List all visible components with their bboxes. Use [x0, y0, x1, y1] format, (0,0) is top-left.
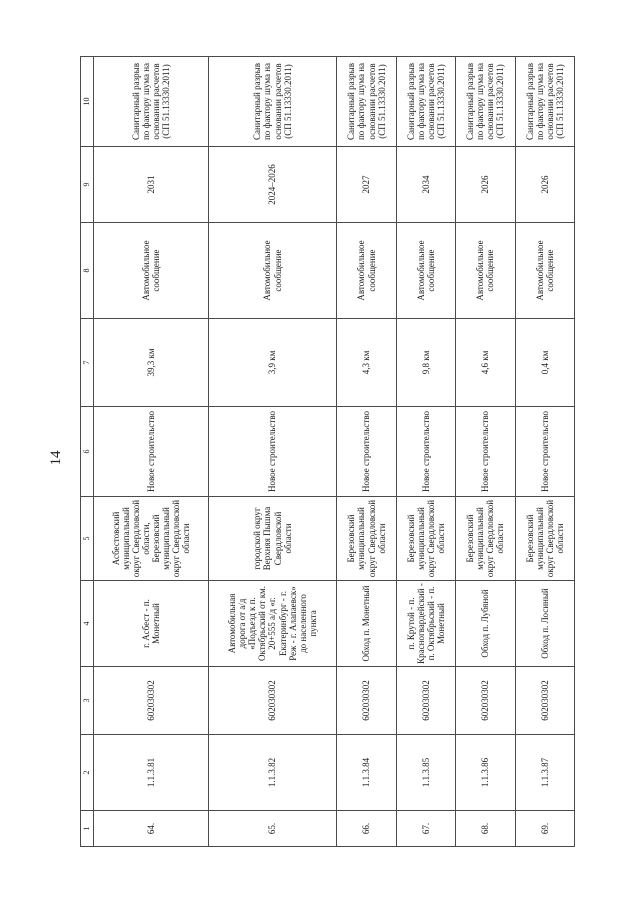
object-location: Березовский муниципальный округ Свердловской области [456, 497, 515, 581]
column-number: 10 [81, 57, 94, 147]
object-purpose: Автомобильное сообщение [456, 223, 515, 319]
object-kind-code: 602030302 [94, 667, 209, 735]
protection-zone: Санитарный разрыв по фактору шума на основании расчетов (СП 51.13330.2011) [337, 57, 396, 147]
object-kind-code: 602030302 [396, 667, 455, 735]
column-number: 7 [81, 319, 94, 407]
object-location: Березовский муниципальный округ Свердловской области [337, 497, 396, 581]
object-name: г. Асбест - п. Монетный [94, 581, 209, 667]
column-number: 1 [81, 811, 94, 847]
table-row [515, 57, 574, 847]
protection-zone: Санитарный разрыв по фактору шума на основании расчетов (СП 51.13330.2011) [456, 57, 515, 147]
document-table-wrapper [80, 57, 575, 847]
implementation-year: 2024–2026 [208, 147, 337, 223]
table-row [337, 57, 396, 847]
construction-type: Новое строительство [208, 407, 337, 497]
column-number: 5 [81, 497, 94, 581]
implementation-year: 2026 [515, 147, 574, 223]
column-number: 4 [81, 581, 94, 667]
object-length: 3,9 км [208, 319, 337, 407]
object-kind-code: 602030302 [515, 667, 574, 735]
implementation-year: 2034 [396, 147, 455, 223]
object-length: 39,3 км [94, 319, 209, 407]
table-row [456, 57, 515, 847]
table-row [94, 57, 209, 847]
object-name: Автомобильная дорога от а/д «Подъезд к п. Октябрьский от км. 20+555 а/д «г. Екатеринбург - г. Реж - г. Алапаевск» до населенного пункта [208, 581, 337, 667]
row-number: 66. [337, 811, 396, 847]
column-number: 2 [81, 735, 94, 811]
object-code: 1.1.3.85 [396, 735, 455, 811]
page-number: 14 [48, 450, 64, 466]
protection-zone: Санитарный разрыв по фактору шума на основании расчетов (СП 51.13330.2011) [94, 57, 209, 147]
construction-type: Новое строительство [456, 407, 515, 497]
implementation-year: 2031 [94, 147, 209, 223]
object-code: 1.1.3.86 [456, 735, 515, 811]
object-name: п. Крутой - п. Красногвардейский - п. Октябрьский - п. Монетный [396, 581, 455, 667]
column-number: 9 [81, 147, 94, 223]
column-number: 3 [81, 667, 94, 735]
object-purpose: Автомобильное сообщение [515, 223, 574, 319]
object-purpose: Автомобильное сообщение [94, 223, 209, 319]
row-number: 69. [515, 811, 574, 847]
object-code: 1.1.3.87 [515, 735, 574, 811]
object-location: Асбестовский муниципальный округ Свердловской области, Березовский муниципальный округ Свердловской области [94, 497, 209, 581]
row-number: 64. [94, 811, 209, 847]
object-length: 4,3 км [337, 319, 396, 407]
object-length: 4,6 км [456, 319, 515, 407]
object-purpose: Автомобильное сообщение [396, 223, 455, 319]
table-row [396, 57, 455, 847]
table-row [208, 57, 337, 847]
object-kind-code: 602030302 [208, 667, 337, 735]
construction-type: Новое строительство [515, 407, 574, 497]
object-location: Березовский муниципальный округ Свердловской области [396, 497, 455, 581]
protection-zone: Санитарный разрыв по фактору шума на основании расчетов (СП 51.13330.2011) [396, 57, 455, 147]
implementation-year: 2026 [456, 147, 515, 223]
object-name: Обход п. Монетный [337, 581, 396, 667]
object-location: Березовский муниципальный округ Свердловской области [515, 497, 574, 581]
construction-type: Новое строительство [94, 407, 209, 497]
row-number: 67. [396, 811, 455, 847]
protection-zone: Санитарный разрыв по фактору шума на основании расчетов (СП 51.13330.2011) [208, 57, 337, 147]
construction-type: Новое строительство [396, 407, 455, 497]
construction-type: Новое строительство [337, 407, 396, 497]
implementation-year: 2027 [337, 147, 396, 223]
object-kind-code: 602030302 [456, 667, 515, 735]
object-length: 9,8 км [396, 319, 455, 407]
row-number: 68. [456, 811, 515, 847]
protection-zone: Санитарный разрыв по фактору шума на основании расчетов (СП 51.13330.2011) [515, 57, 574, 147]
row-number: 65. [208, 811, 337, 847]
object-code: 1.1.3.84 [337, 735, 396, 811]
object-length: 0,4 км [515, 319, 574, 407]
column-number-row [81, 57, 94, 847]
object-name: Обход п. Лосиный [515, 581, 574, 667]
column-number: 8 [81, 223, 94, 319]
object-code: 1.1.3.81 [94, 735, 209, 811]
object-location: городской округ Верхняя Пышма Свердловской области [208, 497, 337, 581]
object-code: 1.1.3.82 [208, 735, 337, 811]
column-number: 6 [81, 407, 94, 497]
object-name: Обход п. Лубяной [456, 581, 515, 667]
objects-table [80, 56, 575, 847]
object-purpose: Автомобильное сообщение [208, 223, 337, 319]
object-purpose: Автомобильное сообщение [337, 223, 396, 319]
object-kind-code: 602030302 [337, 667, 396, 735]
